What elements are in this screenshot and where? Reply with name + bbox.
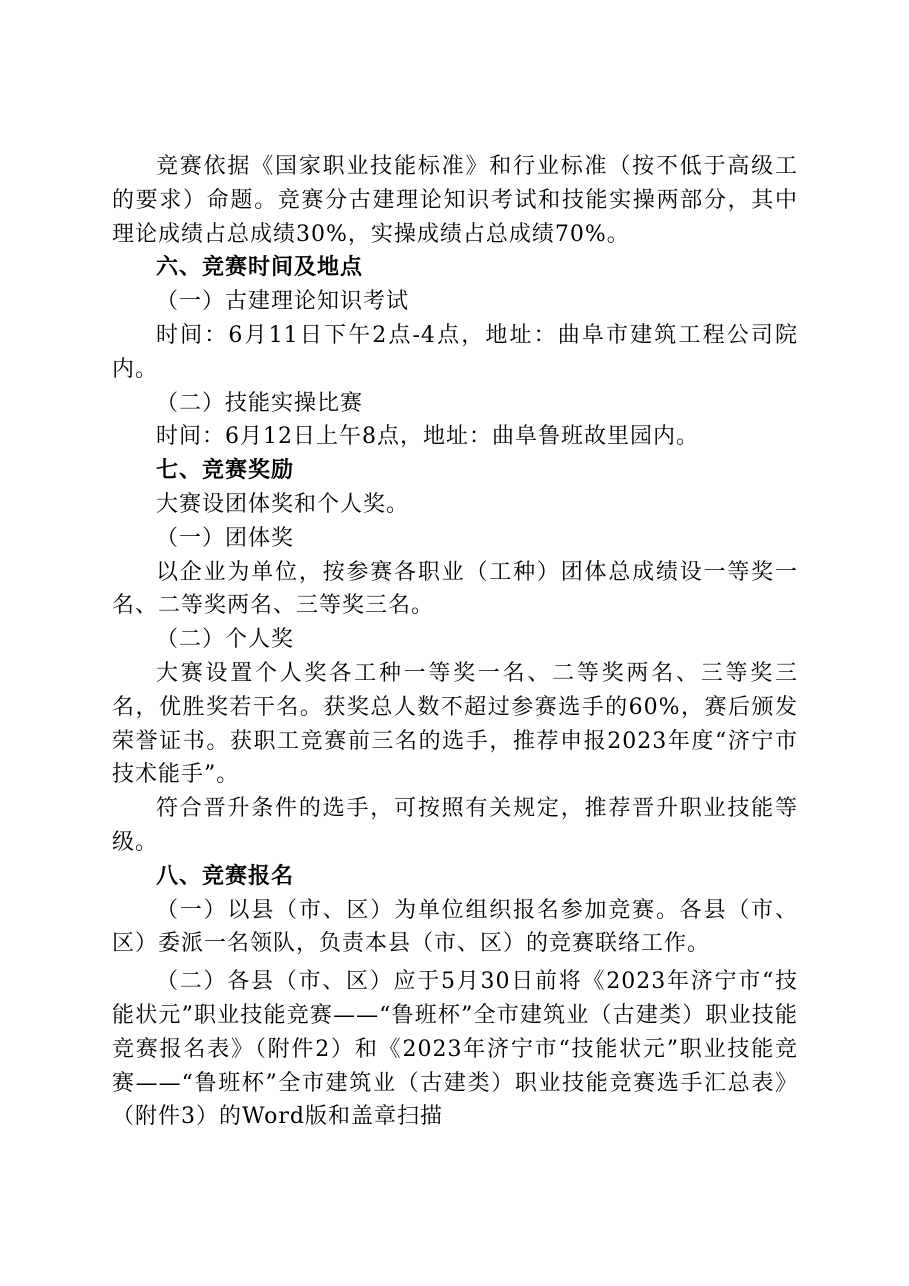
section-heading-registration: 八、竞赛报名: [156, 863, 295, 889]
section-heading-time-location: 六、竞赛时间及地点: [156, 255, 364, 281]
paragraph-team-award: 以企业为单位，按参赛各职业（工种）团体总成绩设一等奖一名、二等奖两名、三等奖三名。: [112, 559, 798, 619]
paragraph-registration-unit: （一）以县（市、区）为单位组织报名参加竞赛。各县（市、区）委派一名领队，负责本县（市、区）的竞赛联络工作。: [112, 897, 798, 957]
subheading-team-award: （一）团体奖: [156, 525, 295, 551]
paragraph-competition-basis: 竞赛依据《国家职业技能标准》和行业标准（按不低于高级工的要求）命题。竞赛分古建理论知识考试和技能实操两部分，其中理论成绩占总成绩30%，实操成绩占总成绩70%。: [112, 154, 798, 247]
paragraph-theory-exam-time: 时间：6月11日下午2点-4点，地址：曲阜市建筑工程公司院内。: [112, 322, 798, 382]
paragraph-registration-deadline: （二）各县（市、区）应于5月30日前将《2023年济宁市“技能状元”职业技能竞赛——“鲁班杯”全市建筑业（古建类）职业技能竞赛报名表》（附件2）和《2023年济宁市“技能状元”职业技能竞赛——“鲁班杯”全市建筑业（古建类）职业技能竞赛选手汇总表》（附件3）的Word版和盖章扫描: [112, 969, 798, 1130]
paragraph-individual-award: 大赛设置个人奖各工种一等奖一名、二等奖两名、三等奖三名，优胜奖若干名。获奖总人数不超过参赛选手的60%，赛后颁发荣誉证书。获职工竞赛前三名的选手，推荐申报2023年度“济宁市技术能手”。: [112, 660, 798, 788]
paragraph-promotion: 符合晋升条件的选手，可按照有关规定，推荐晋升职业技能等级。: [112, 796, 798, 855]
subheading-practical-contest: （二）技能实操比赛: [156, 390, 364, 416]
subheading-theory-exam: （一）古建理论知识考试: [156, 289, 410, 315]
paragraph-practical-contest-time: 时间：6月12日上午8点，地址：曲阜鲁班故里园内。: [156, 424, 699, 450]
paragraph-awards-intro: 大赛设团体奖和个人奖。: [156, 491, 410, 517]
section-heading-awards: 七、竞赛奖励: [156, 458, 295, 484]
document-body: [112, 150, 798, 1134]
subheading-individual-award: （二）个人奖: [156, 627, 295, 653]
